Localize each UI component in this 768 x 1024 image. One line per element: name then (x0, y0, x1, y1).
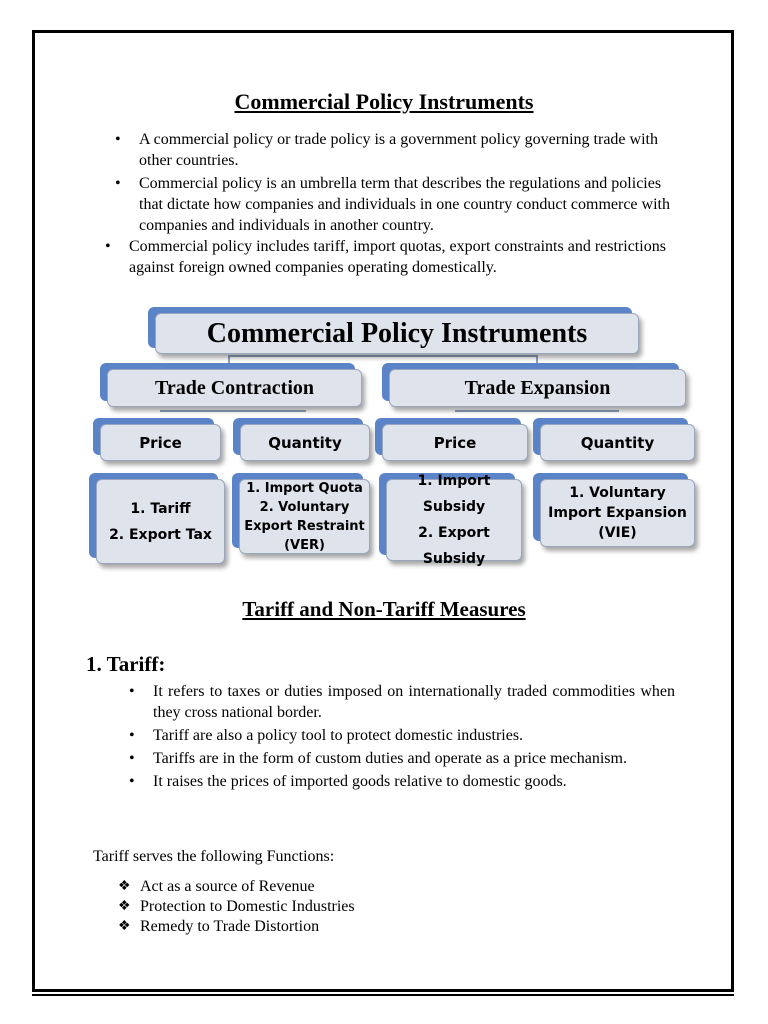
subsidy-leaf-node (386, 473, 522, 567)
leaf-line: 2. Export Subsidy (418, 525, 490, 567)
tariff-bullet: • It raises the prices of imported goods relative to domestic goods. (153, 771, 675, 792)
quantity-expansion-node (540, 424, 695, 461)
leaf-line: 2. Voluntary (259, 499, 350, 515)
price-contraction-label: Price (139, 433, 182, 452)
tariff-bullet-list (153, 681, 675, 794)
trade-expansion-node (389, 369, 686, 407)
root-node (155, 313, 639, 354)
price-expansion-label: Price (433, 433, 477, 452)
function-item-label: Protection to Domestic Industries (140, 898, 355, 915)
root-node-label: Commercial Policy Instruments (206, 317, 588, 349)
diamond-bullet-icon: ❖ (118, 879, 131, 894)
tariff-heading: 1. Tariff: (86, 652, 166, 676)
price-expansion-node (382, 424, 528, 461)
leaf-line: (VIE) (598, 525, 637, 541)
leaf-line: 1. Tariff (130, 500, 191, 517)
page-border-bottom-line (32, 994, 734, 996)
trade-contraction-node (107, 369, 362, 407)
import-quota-leaf-node (239, 479, 370, 554)
leaf-line: Export Restraint (244, 518, 365, 534)
trade-expansion-label: Trade Expansion (464, 376, 611, 399)
intro-bullet-list (139, 129, 679, 238)
price-contraction-node (100, 424, 221, 461)
function-item-label: Remedy to Trade Distortion (140, 918, 320, 935)
leaf-line: 1. Import Quota (246, 480, 363, 496)
intro-bullet-outer: • Commercial policy includes tariff, import quotas, export constraints and restrictions against foreign owned companies operating domestically. (129, 236, 669, 278)
function-item-label: Act as a source of Revenue (140, 878, 315, 895)
function-item (118, 917, 355, 937)
tariff-leaf-node (96, 479, 225, 564)
leaf-line: 1. Import Subsidy (417, 473, 491, 515)
leaf-line: Import Expansion (548, 505, 687, 521)
intro-bullet: • A commercial policy or trade policy is a government policy governing trade with other countries. (139, 129, 679, 171)
leaf-line: 1. Voluntary (569, 485, 666, 501)
quantity-contraction-node (240, 424, 370, 461)
intro-bullet: • Commercial policy is an umbrella term that describes the regulations and policies that dictate how companies and individuals in one country conduct commerce with companies and individuals in another country. (139, 173, 679, 236)
section-title: Tariff and Non-Tariff Measures (242, 597, 526, 621)
function-item (118, 897, 355, 917)
page-title: Commercial Policy Instruments (234, 89, 534, 114)
functions-intro: Tariff serves the following Functions: (93, 848, 335, 865)
diamond-bullet-icon: ❖ (118, 899, 131, 914)
diamond-bullet-icon: ❖ (118, 919, 131, 934)
trade-contraction-label: Trade Contraction (154, 376, 315, 399)
vie-leaf-node (540, 479, 695, 547)
tariff-bullet: • Tariff are also a policy tool to protect domestic industries. (153, 725, 675, 746)
tariff-bullet: • It refers to taxes or duties imposed on internationally traded commodities when they cross national border. (153, 681, 675, 723)
function-item (118, 877, 355, 897)
quantity-expansion-label: Quantity (580, 433, 655, 452)
leaf-line: 2. Export Tax (109, 526, 212, 543)
functions-list (118, 877, 355, 937)
quantity-contraction-label: Quantity (268, 433, 342, 452)
tariff-bullet: • Tariffs are in the form of custom duties and operate as a price mechanism. (153, 748, 675, 769)
intro-bullet-outer-list (129, 236, 669, 278)
leaf-line: (VER) (284, 537, 325, 553)
